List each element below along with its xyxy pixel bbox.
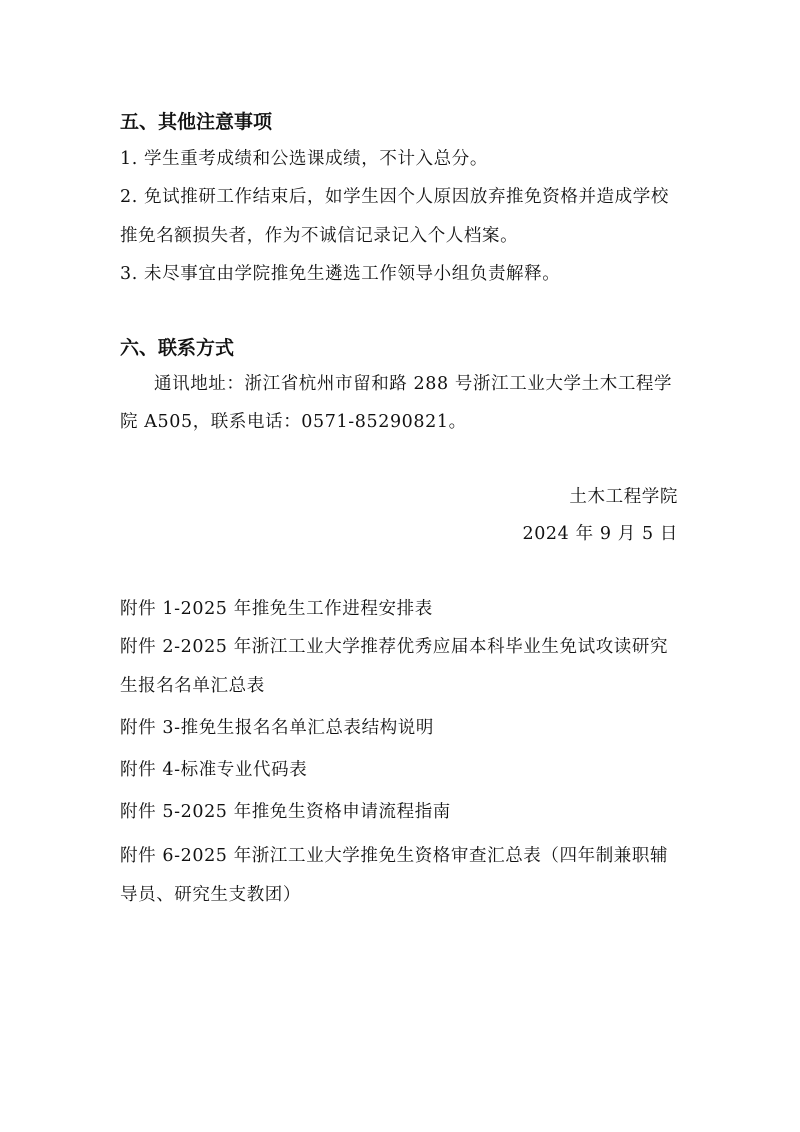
attachment-3: 附件 3-推免生报名名单汇总表结构说明 [120,718,435,738]
contact-address-line-1: 通讯地址：浙江省杭州市留和路 288 号浙江工业大学土木工程学 [154,374,673,394]
contact-address-line-2: 院 A505，联系电话：0571-85290821。 [120,412,467,432]
attachment-6-line-2: 导员、研究生支教团） [120,885,301,905]
section-five-line-4: 3. 未尽事宜由学院推免生遴选工作领导小组负责解释。 [120,264,561,284]
signature-org: 土木工程学院 [569,487,678,507]
section-five-line-3: 推免名额损失者，作为不诚信记录记入个人档案。 [120,226,519,246]
section-five-heading: 五、其他注意事项 [120,111,273,133]
attachment-4: 附件 4-标准专业代码表 [120,760,308,780]
section-five-line-2: 2. 免试推研工作结束后，如学生因个人原因放弃推免资格并造成学校 [120,187,669,207]
attachment-2-line-1: 附件 2-2025 年浙江工业大学推荐优秀应届本科毕业生免试攻读研究 [120,637,669,657]
attachment-1: 附件 1-2025 年推免生工作进程安排表 [120,599,433,619]
signature-date: 2024 年 9 月 5 日 [522,524,678,544]
section-five-line-1: 1. 学生重考成绩和公选课成绩，不计入总分。 [120,149,488,169]
attachment-5: 附件 5-2025 年推免生资格申请流程指南 [120,802,451,822]
section-six-heading: 六、联系方式 [120,337,235,359]
attachment-2-line-2: 生报名名单汇总表 [120,676,265,696]
attachment-6-line-1: 附件 6-2025 年浙江工业大学推免生资格审查汇总表（四年制兼职辅 [120,846,669,866]
